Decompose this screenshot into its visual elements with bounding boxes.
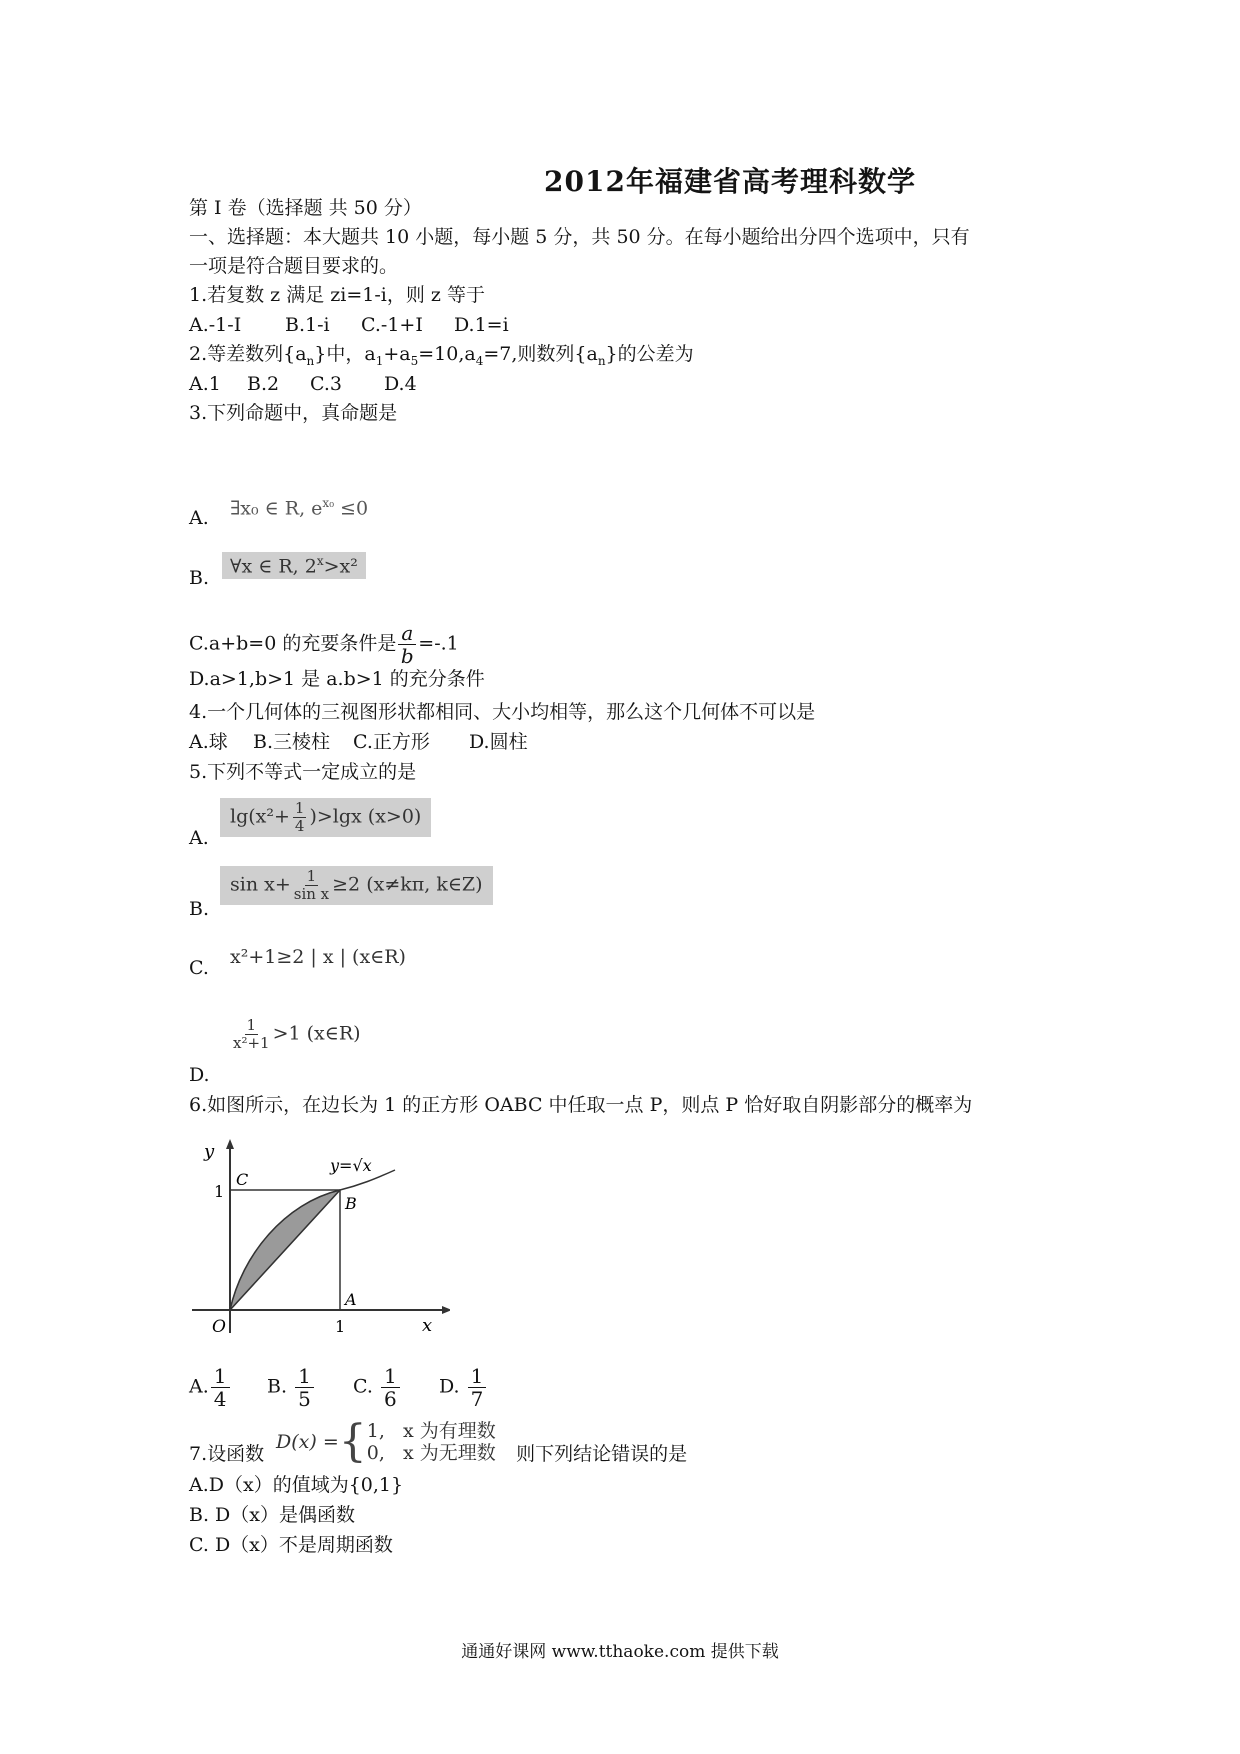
- q5-option-b-formula: sin x+ $\frac{1}{\text{sin x}}$ ≥2 (x≠kπ, k∈Z): [220, 866, 493, 905]
- q1-option-c: C.-1+I: [361, 314, 423, 336]
- point-a-label: A: [345, 1290, 357, 1309]
- q6-option-a: A. $\frac{1}{4}$: [189, 1365, 267, 1410]
- q5-option-c-label: C.: [189, 957, 209, 979]
- q6-options: [189, 1365, 488, 1410]
- q2-option-a: A.1: [189, 373, 221, 395]
- q4-stem: 4.一个几何体的三视图形状都相同、大小均相等，那么这个几何体不可以是: [189, 701, 816, 723]
- q6-stem: 6.如图所示，在边长为 1 的正方形 OABC 中任取一点 P，则点 P 恰好取自阴影部分的概率为: [189, 1094, 973, 1116]
- q6-option-c: C. $\frac{1}{6}$: [353, 1365, 439, 1410]
- q2-options: [189, 372, 417, 396]
- point-b-label: B: [345, 1194, 357, 1213]
- q7-stem: 7.设函数 则下列结论错误的是: [189, 1443, 688, 1465]
- q3-option-a-label: A.: [189, 507, 209, 529]
- curve-sqrt-x: [230, 1170, 395, 1310]
- q6-option-d: D. $\frac{1}{7}$: [439, 1365, 488, 1410]
- q2-option-b: B.2: [247, 373, 280, 395]
- q3-option-d: D.a>1,b>1 是 a.b>1 的充分条件: [189, 668, 485, 690]
- page-title: 2012年福建省高考理科数学: [544, 165, 916, 198]
- y-axis-label: y: [204, 1141, 215, 1162]
- tick-y-1: 1: [214, 1182, 225, 1201]
- instructions-line-1: 一、选择题：本大题共 10 小题，每小题 5 分，共 50 分。在每小题给出分四个选项中，只有: [189, 226, 970, 248]
- q1-option-b: B.1-i: [285, 314, 330, 336]
- q4-option-b: B.三棱柱: [253, 731, 331, 753]
- q4-option-a: A.球: [189, 731, 228, 753]
- section-heading: 第 I 卷（选择题 共 50 分）: [189, 197, 422, 219]
- point-o-label: O: [212, 1317, 226, 1335]
- page-footer: 通通好课网 www.tthaoke.com 提供下载: [461, 1642, 779, 1662]
- curve-label: y=√x: [330, 1156, 372, 1175]
- q1-option-d: D.1=i: [454, 314, 509, 336]
- q5-option-d-label: D.: [189, 1064, 210, 1086]
- q3-option-b-label: B.: [189, 567, 210, 589]
- q6-option-b: B. $\frac{1}{5}$: [267, 1365, 353, 1410]
- q3-stem: 3.下列命题中，真命题是: [189, 402, 398, 424]
- q4-option-c: C.正方形: [353, 731, 430, 753]
- q2-stem: 2.等差数列$\{a_n\}$中，$a_1+a_5=10,a_4=7$,则数列$\{a_n\}$的公差为: [189, 343, 694, 368]
- q6-figure: [190, 1135, 450, 1335]
- q7-option-c: C. D（x）不是周期函数: [189, 1534, 393, 1556]
- point-c-label: C: [236, 1170, 249, 1189]
- q7-option-b: B. D（x）是偶函数: [189, 1504, 355, 1526]
- q3-option-a-formula: ∃x₀ ∈ R, $e^{x_0} \le 0$: [230, 496, 369, 520]
- x-axis-arrow: [442, 1306, 450, 1314]
- q2-option-d: D.4: [384, 373, 417, 395]
- q5-option-d-formula: $\frac{1}{\text{x²+1}}$ >1 (x∈R): [233, 1016, 361, 1052]
- q7-option-a: A.D（x）的值域为{0,1}: [189, 1474, 404, 1496]
- q3-option-c: C.a+b=0 的充要条件是 $\frac{a}{b}$ =-.1: [189, 621, 459, 668]
- line-y-eq-x: [230, 1190, 340, 1310]
- q3-option-b-formula: ∀x ∈ R, $2^x>x^2$: [222, 552, 366, 579]
- q5-option-a-formula: lg(x²+ $\frac{1}{4}$ )>lgx (x>0): [220, 798, 431, 837]
- y-axis-arrow: [226, 1139, 234, 1149]
- instructions-line-2: 一项是符合题目要求的。: [189, 255, 399, 277]
- q7-function-definition: D(x) ={1, x 为有理数 0, x 为无理数: [276, 1416, 496, 1467]
- q5-option-c-formula: x²+1≥2 | x | (x∈R): [230, 946, 406, 968]
- q1-stem: 1.若复数 z 满足 zi=1-i，则 z 等于: [189, 284, 485, 306]
- q5-stem: 5.下列不等式一定成立的是: [189, 761, 417, 783]
- q5-option-a-label: A.: [189, 827, 209, 849]
- tick-x-1: 1: [335, 1317, 346, 1335]
- q1-option-a: A.-1-I: [189, 314, 242, 336]
- q1-options: [189, 313, 509, 337]
- q4-options: [189, 730, 528, 754]
- q4-option-d: D.圆柱: [469, 731, 528, 753]
- q2-option-c: C.3: [310, 373, 342, 395]
- x-axis-label: x: [422, 1315, 433, 1335]
- q5-option-b-label: B.: [189, 898, 210, 920]
